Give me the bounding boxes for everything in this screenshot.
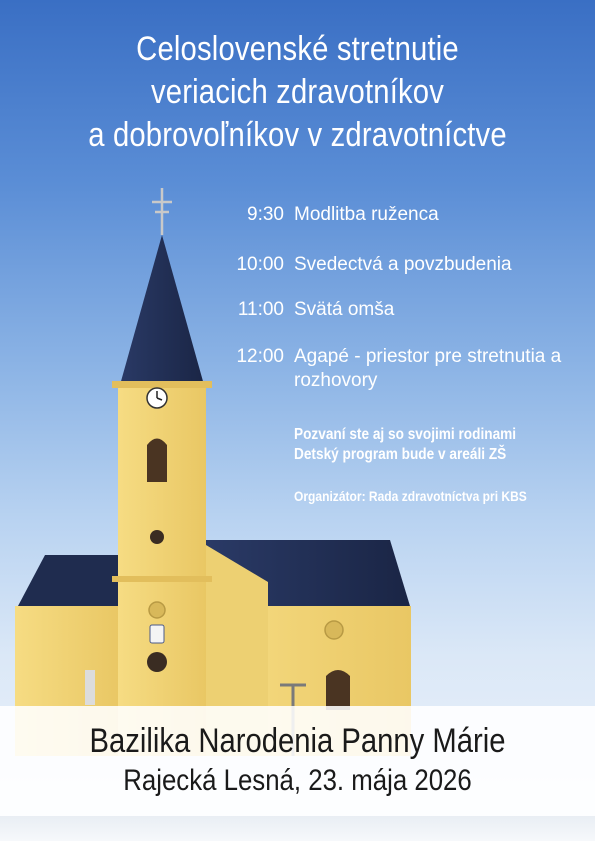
statue xyxy=(85,670,95,705)
tower-spire xyxy=(118,235,206,392)
schedule-label: Modlitba ruženca xyxy=(294,204,439,225)
title-line: Celoslovenské stretnutie xyxy=(136,30,459,68)
round-window xyxy=(150,530,164,544)
invitation-notes xyxy=(294,425,549,465)
tower-cornice xyxy=(112,576,212,582)
footer-banner xyxy=(0,706,595,816)
note-line: Detský program bude v areáli ZŠ xyxy=(294,446,507,463)
schedule-time: 11:00 xyxy=(237,299,284,320)
schedule-item xyxy=(228,345,588,393)
schedule-label: Svedectvá a povzbudenia xyxy=(294,254,512,275)
schedule-time: 12:00 xyxy=(236,346,284,367)
bottom-strip xyxy=(0,816,595,841)
place-date: Rajecká Lesná, 23. mája 2026 xyxy=(123,764,472,797)
round-window xyxy=(147,652,167,672)
schedule-time: 9:30 xyxy=(247,204,284,225)
organizer: Organizátor: Rada zdravotníctva pri KBS xyxy=(294,488,527,504)
left-roof xyxy=(18,555,118,606)
page-title xyxy=(42,28,554,157)
venue-name: Bazilika Narodenia Panny Márie xyxy=(89,722,506,760)
tower-window xyxy=(147,439,167,483)
schedule-item xyxy=(228,253,512,277)
title-line: a dobrovoľníkov v zdravotníctve xyxy=(88,116,507,154)
tower-cornice xyxy=(112,381,212,388)
schedule-label: Agapé - priestor pre stretnutia a rozhovory xyxy=(294,346,562,391)
schedule-label: Svätá omša xyxy=(294,299,395,320)
schedule-time: 10:00 xyxy=(236,254,284,275)
round-window xyxy=(149,602,165,618)
title-line: veriacich zdravotníkov xyxy=(150,73,445,111)
schedule-item xyxy=(228,298,394,322)
schedule-item xyxy=(228,203,439,227)
emblem-icon xyxy=(150,625,164,643)
note-line: Pozvaní ste aj so svojimi rodinami xyxy=(294,426,517,443)
side-window xyxy=(326,670,350,710)
tower-cross xyxy=(152,188,172,235)
round-window xyxy=(325,621,343,639)
